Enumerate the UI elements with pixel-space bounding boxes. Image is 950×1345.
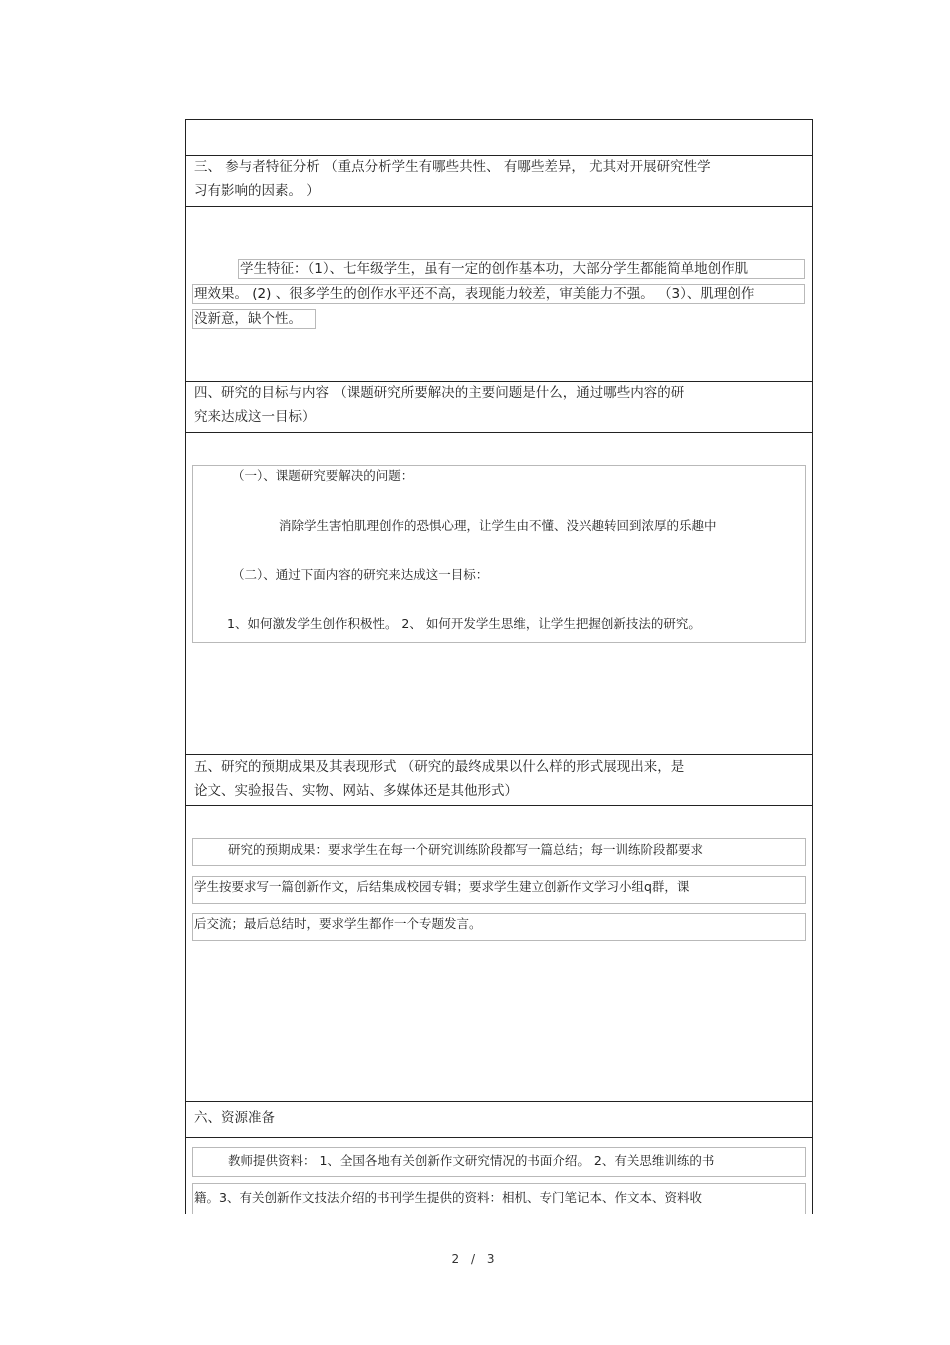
section-4-content-line3: （二）、通过下面内容的研究来达成这一目标： <box>232 567 489 582</box>
section-3-heading-line2: 习有影响的因素。 ） <box>194 183 320 199</box>
section-3-content-line2: 理效果。 (2) 、很多学生的创作水平还不高，表现能力较差，审美能力不强。 （3）、肌理创作 <box>194 286 755 302</box>
section-5-heading-line1: 五、研究的预期成果及其表现形式 （研究的最终成果以什么样的形式展现出来，是 <box>194 759 685 775</box>
section-3-heading-line1: 三、 参与者特征分析 （重点分析学生有哪些共性、 有哪些差异， 尤其对开展研究性学 <box>194 159 711 175</box>
row-divider <box>185 1137 813 1138</box>
section-5-heading-line2: 论文、实验报告、实物、网站、多媒体还是其他形式） <box>194 783 518 799</box>
section-4-content-line4: 1、如何激发学生创作积极性。 2、 如何开发学生思维，让学生把握创新技法的研究。 <box>227 616 701 631</box>
row-divider <box>185 1101 813 1102</box>
section-4-content-line1: （一）、课题研究要解决的问题： <box>232 468 414 483</box>
section-6-content-line2: 籍。3、有关创新作文技法介绍的书刊学生提供的资料：相机、专门笔记本、作文本、资料收 <box>194 1190 702 1205</box>
section-3-content-line3: 没新意，缺个性。 <box>194 311 302 327</box>
row-divider <box>185 155 813 156</box>
row-divider <box>185 381 813 382</box>
section-5-content-line2: 学生按要求写一篇创新作文，后结集成校园专辑；要求学生建立创新作文学习小组q群，课 <box>194 879 690 894</box>
section-6-heading: 六、资源准备 <box>194 1110 275 1126</box>
section-4-content-line2: 消除学生害怕肌理创作的恐惧心理，让学生由不懂、没兴趣转回到浓厚的乐趣中 <box>279 518 717 533</box>
section-5-content-line3: 后交流；最后总结时，要求学生都作一个专题发言。 <box>194 916 482 931</box>
row-divider <box>185 206 813 207</box>
section-4-heading-line1: 四、研究的目标与内容 （课题研究所要解决的主要问题是什么，通过哪些内容的研 <box>194 385 685 401</box>
row-divider <box>185 432 813 433</box>
section-5-content-line1: 研究的预期成果：要求学生在每一个研究训练阶段都写一篇总结；每一训练阶段都要求 <box>228 842 704 857</box>
section-6-content-line1: 教师提供资料： 1、全国各地有关创新作文研究情况的书面介绍。 2、有关思维训练的书 <box>228 1153 715 1168</box>
section-3-content-line1: 学生特征：（1）、七年级学生，虽有一定的创作基本功，大部分学生都能简单地创作肌 <box>240 261 749 277</box>
section-4-heading-line2: 究来达成这一目标） <box>194 409 316 425</box>
row-divider <box>185 754 813 755</box>
page-number: 2 / 3 <box>451 1252 499 1266</box>
row-divider <box>185 805 813 806</box>
